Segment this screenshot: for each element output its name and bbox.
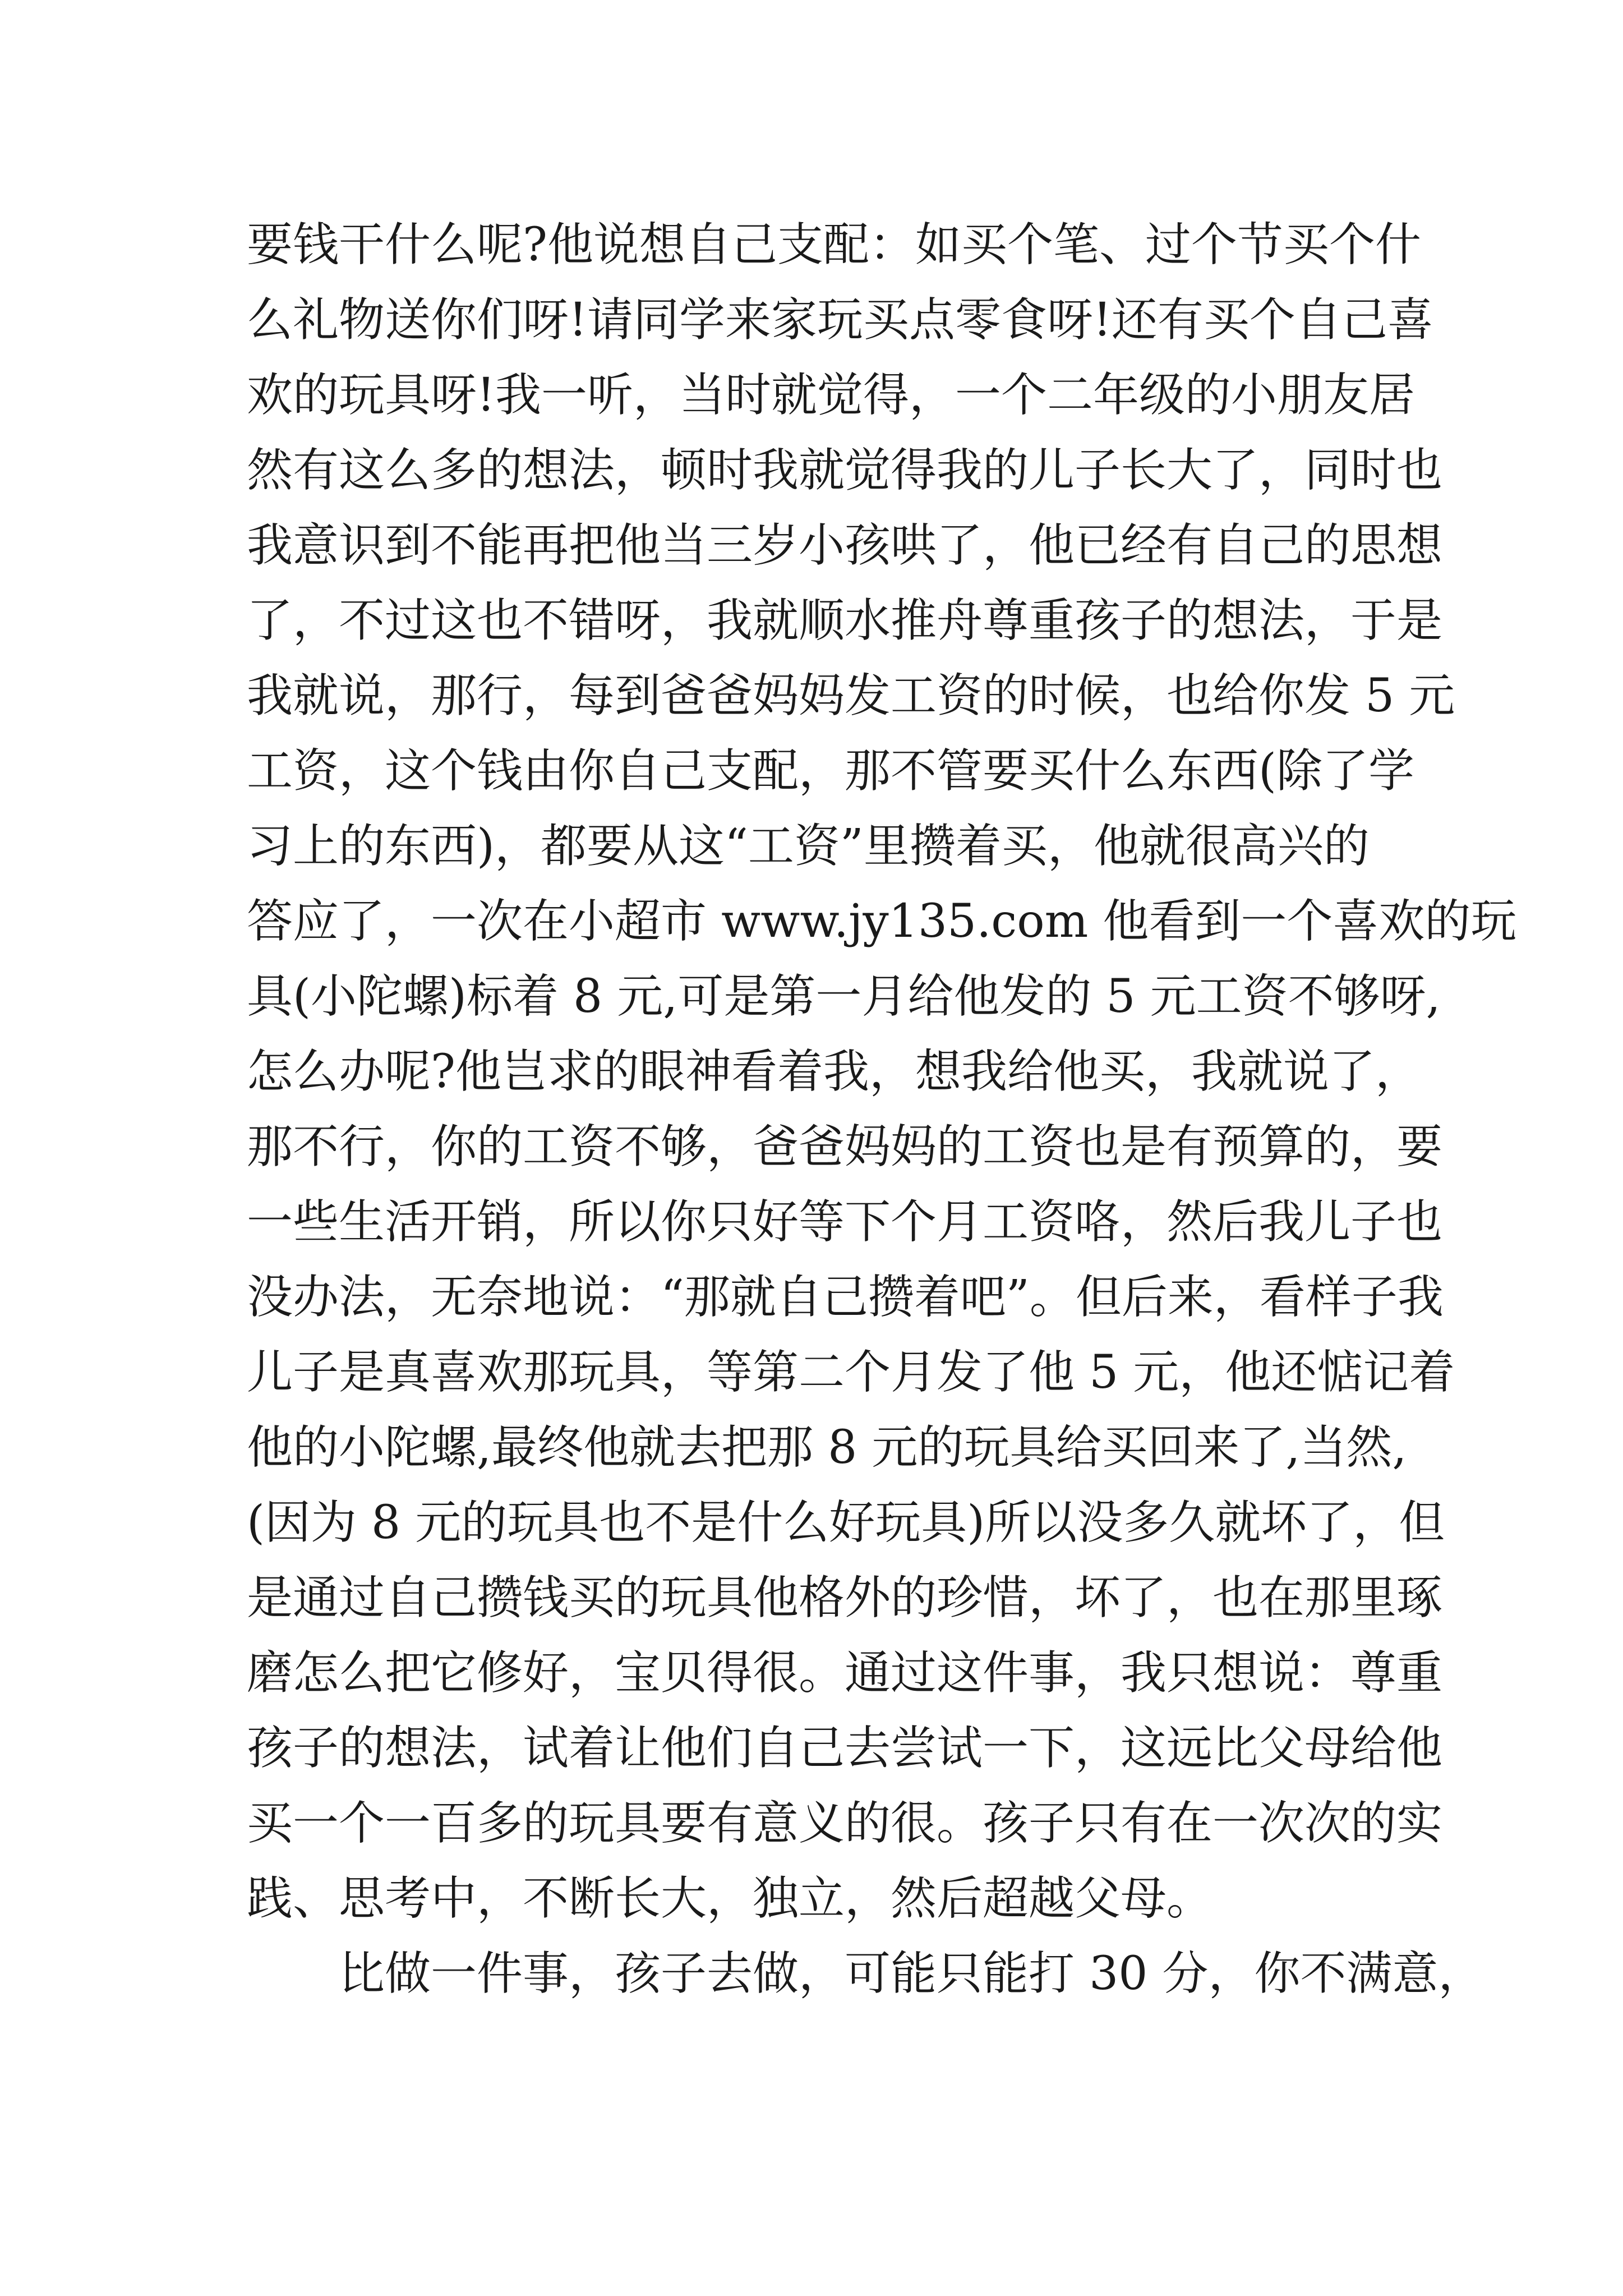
text-line: 践、思考中，不断长大，独立，然后超越父母。 [247,1872,1213,1925]
text-line: 我意识到不能再把他当三岁小孩哄了，他已经有自己的思想 [247,519,1443,572]
paragraph-first-line: 比做一件事，孩子去做，可能只能打 30 分，你不满意， [339,1947,1484,2000]
text-line: 孩子的想法，试着让他们自己去尝试一下，这远比父母给他 [247,1722,1443,1775]
text-line: 他的小陀螺,最终他就去把那 8 元的玩具给买回来了,当然, [247,1421,1407,1474]
text-line: 答应了，一次在小超市 www.jy135.com 他看到一个喜欢的玩 [247,895,1517,948]
text-line: 一些生活开销，所以你只好等下个月工资咯，然后我儿子也 [247,1195,1443,1249]
text-line: 然有这么多的想法，顿时我就觉得我的儿子长大了，同时也 [247,444,1443,497]
text-line: 那不行，你的工资不够，爸爸妈妈的工资也是有预算的，要 [247,1120,1443,1174]
text-line: 工资，这个钱由你自己支配，那不管要买什么东西(除了学 [247,744,1414,798]
text-line: (因为 8 元的玩具也不是什么好玩具)所以没多久就坏了，但 [247,1496,1445,1549]
text-line: 是通过自己攒钱买的玩具他格外的珍惜，坏了，也在那里琢 [247,1571,1443,1625]
text-line: 儿子是真喜欢那玩具，等第二个月发了他 5 元，他还惦记着 [247,1346,1455,1399]
text-line: 么礼物送你们呀!请同学来家玩买点零食呀!还有买个自己喜 [247,293,1433,347]
text-line: 欢的玩具呀!我一听，当时就觉得，一个二年级的小朋友居 [247,369,1415,422]
body-text [247,208,1517,2012]
text-line: 磨怎么把它修好，宝贝得很。通过这件事，我只想说：尊重 [247,1646,1443,1700]
text-line: 我就说，那行，每到爸爸妈妈发工资的时候，也给你发 5 元 [247,669,1455,723]
text-line: 买一个一百多的玩具要有意义的很。孩子只有在一次次的实 [247,1797,1443,1850]
text-line: 具(小陀螺)标着 8 元,可是第一月给他发的 5 元工资不够呀, [247,970,1441,1023]
text-line: 怎么办呢?他岂求的眼神看着我，想我给他买，我就说了， [247,1045,1421,1098]
text-line: 没办法，无奈地说：“那就自己攒着吧”。但后来，看样子我 [247,1271,1444,1324]
text-line: 习上的东西)，都要从这“工资”里攒着买，他就很高兴的 [247,820,1370,873]
text-line: 了，不过这也不错呀，我就顺水推舟尊重孩子的想法，于是 [247,594,1443,647]
text-line: 要钱干什么呢?他说想自己支配：如买个笔、过个节买个什 [247,218,1421,272]
